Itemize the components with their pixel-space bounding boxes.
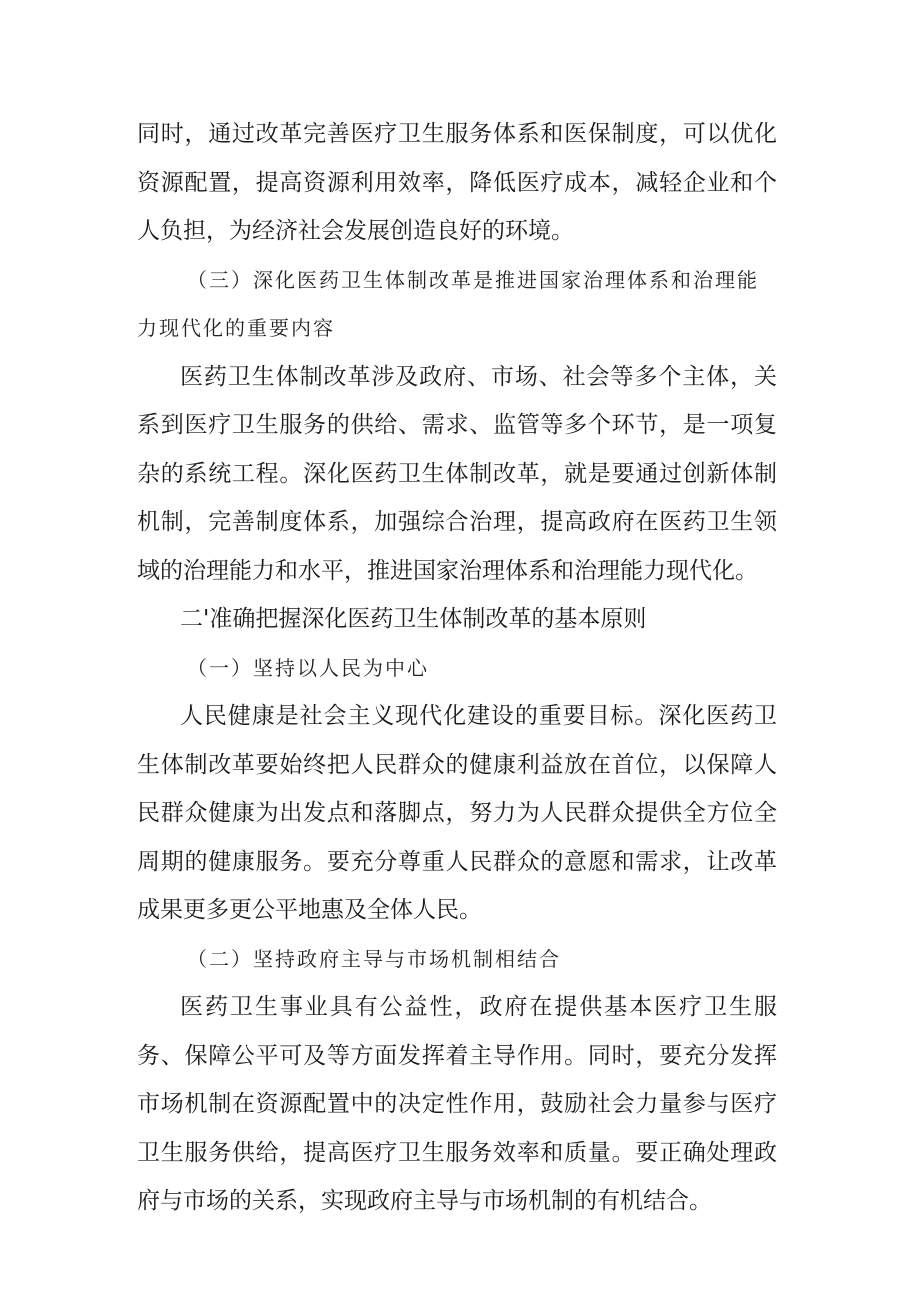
subheading-3: （三）深化医药卫生体制改革是推进国家治理体系和治理能力现代化的重要内容 [137,267,759,340]
paragraph-government-market: 医药卫生事业具有公益性，政府在提供基本医疗卫生服务、保障公平可及等方面发挥着主导作用。同时，要充分发挥市场机制在资源配置中的决定性作用，鼓励社会力量参与医疗卫生服务供给，提高医疗卫生服务效率和质量。要正确处理政府与市场的关系，实现政府主导与市场机制的有机结合。 [137,994,777,1214]
paragraph-continuation: 同时，通过改革完善医疗卫生服务体系和医保制度，可以优化资源配置，提高资源利用效率，降低医疗成本，减轻企业和个人负担，为经济社会发展创造良好的环境。 [137,121,777,244]
document-body [137,110,777,1226]
subheading-2: （二）坚持政府主导与市场机制相结合 [187,946,561,971]
section-heading-2: 二'准确把握深化医药卫生体制改革的基本原则 [180,606,647,632]
subheading-1: （一）坚持以人民为中心 [187,655,429,680]
paragraph-people-centered: 人民健康是社会主义现代化建设的重要目标。深化医药卫生体制改革要始终把人民群众的健康利益放在首位，以保障人民群众健康为出发点和落脚点，努力为人民群众提供全方位全周期的健康服务。要充分尊重人民群众的意愿和需求，让改革成果更多更公平地惠及全体人民。 [137,703,777,923]
paragraph-governance: 医药卫生体制改革涉及政府、市场、社会等多个主体，关系到医疗卫生服务的供给、需求、监管等多个环节，是一项复杂的系统工程。深化医药卫生体制改革，就是要通过创新体制机制，完善制度体系，加强综合治理，提高政府在医药卫生领域的治理能力和水平，推进国家治理体系和治理能力现代化。 [137,363,777,584]
